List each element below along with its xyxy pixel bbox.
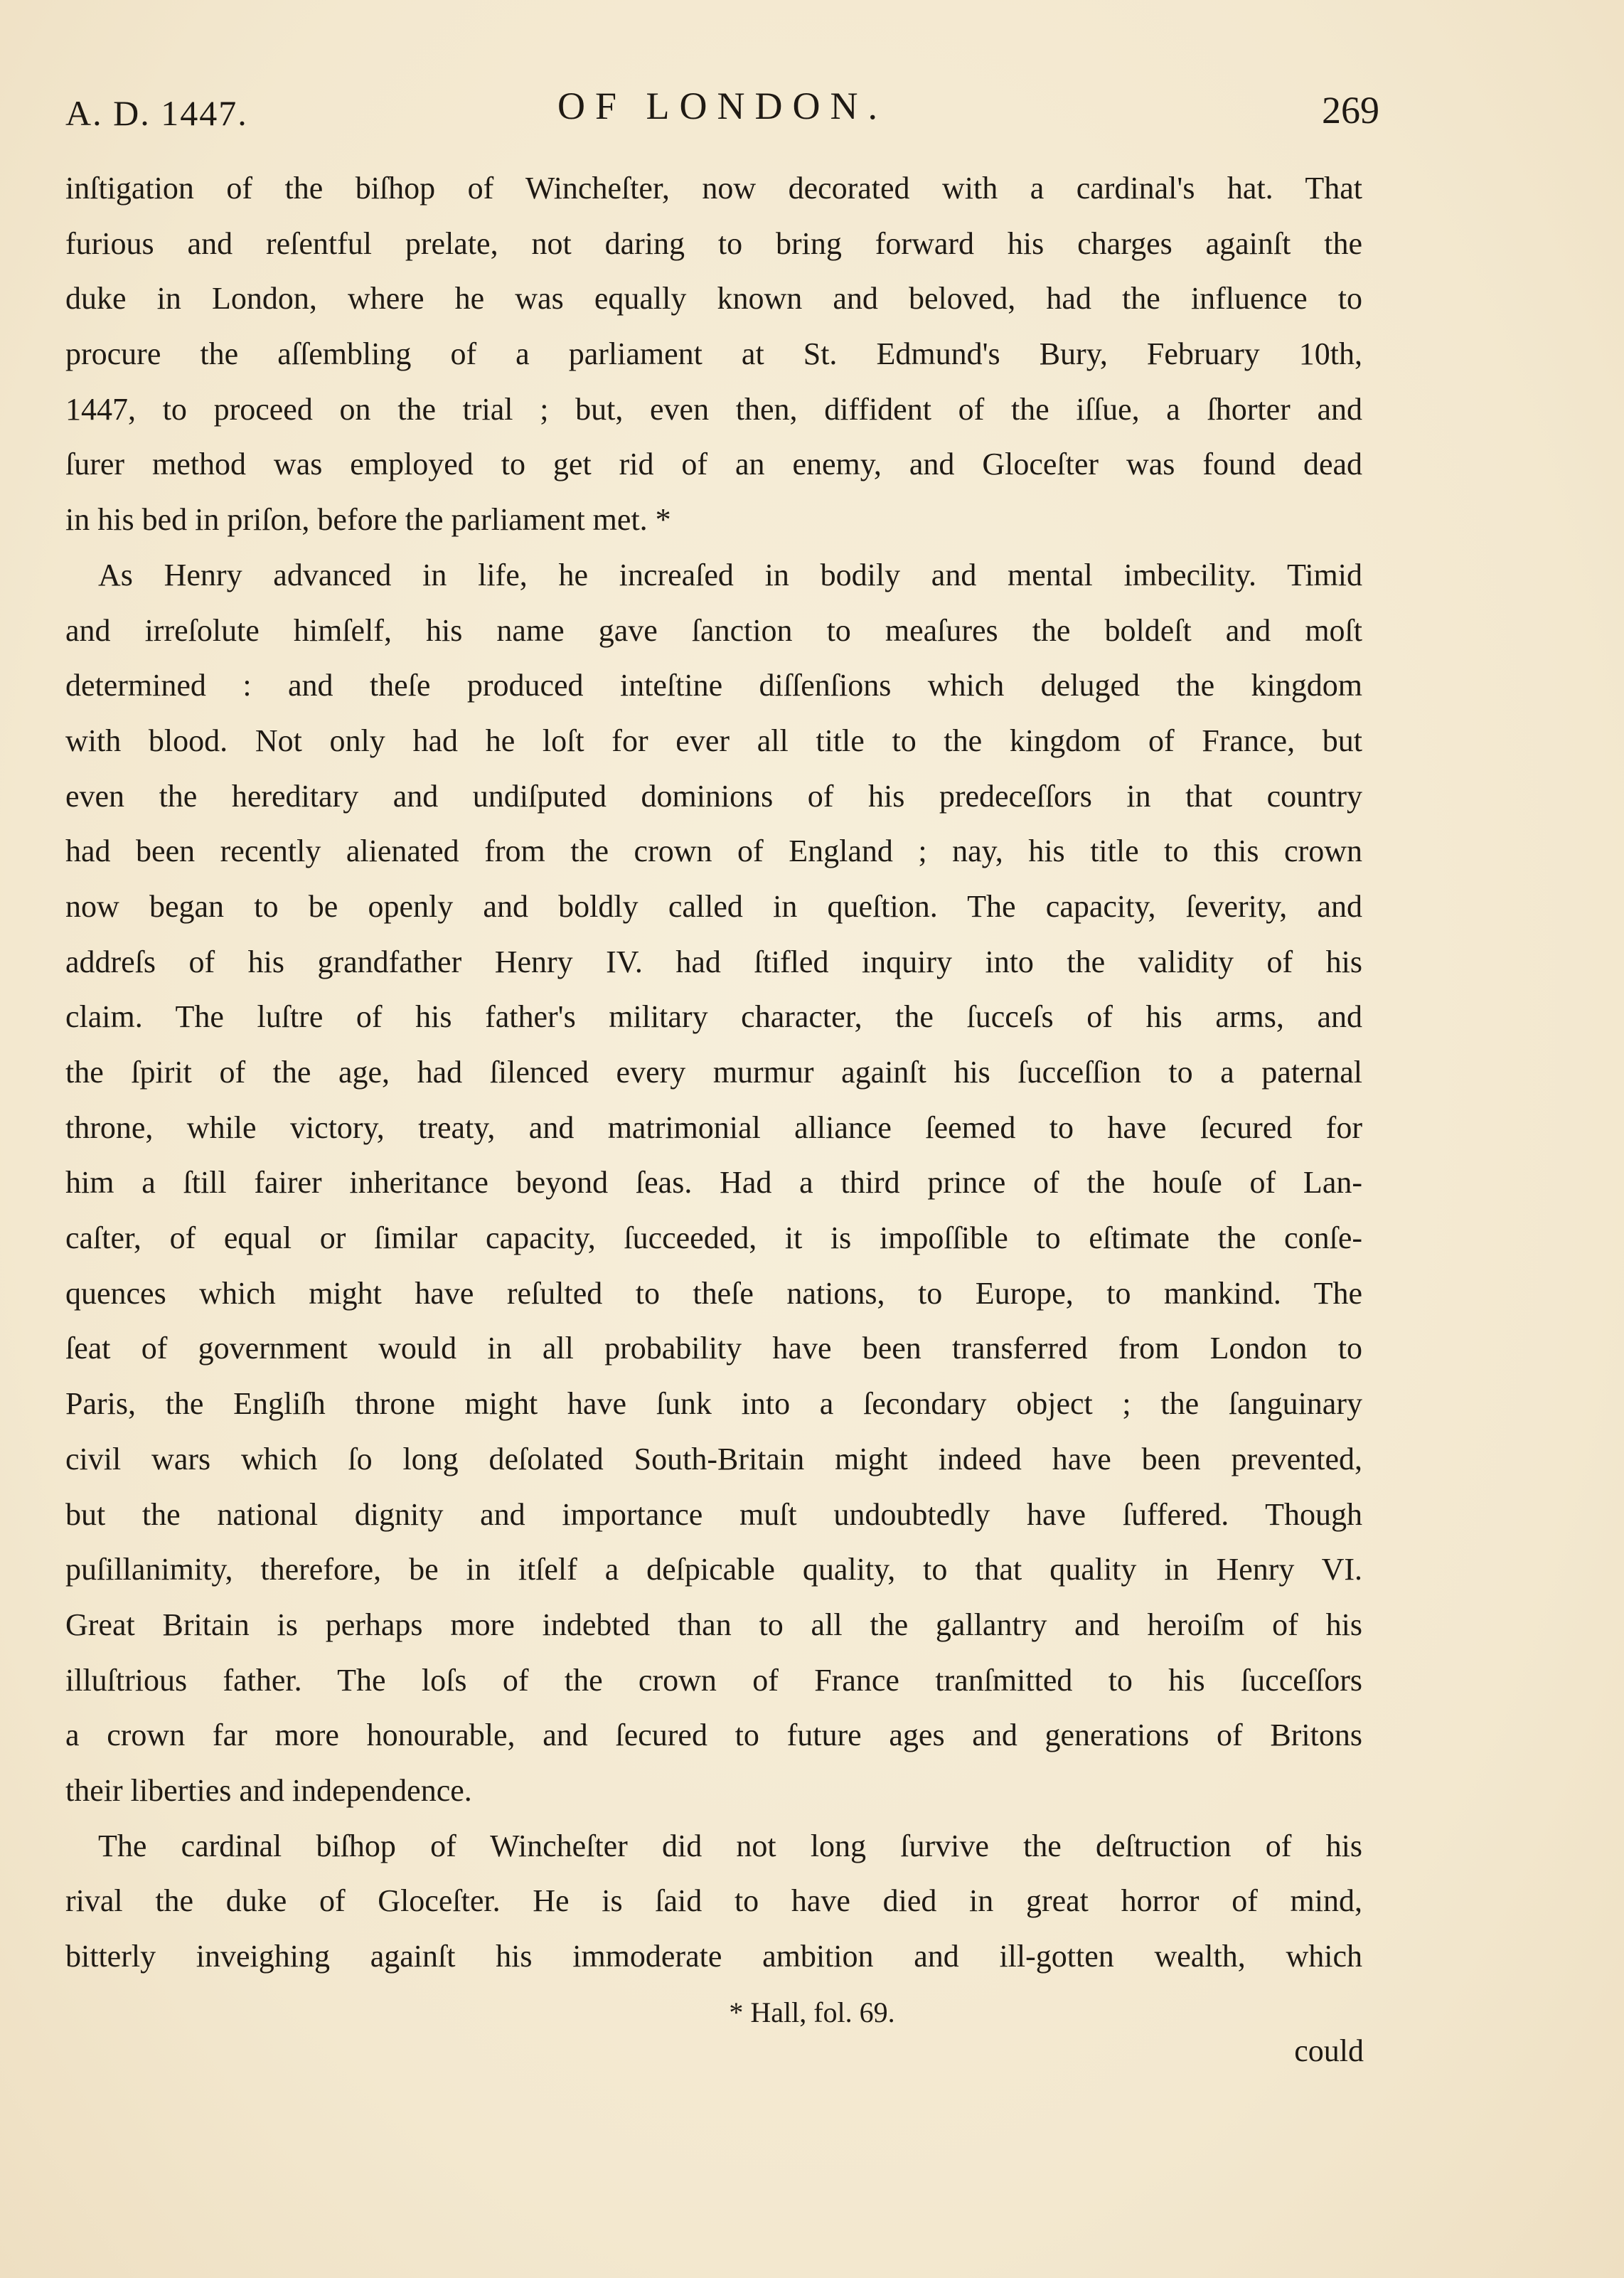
text-line: determined : and theſe produced inteſtine diſſenſions which deluged the kingdom <box>65 668 1362 703</box>
text-line: furious and reſentful prelate, not daring to bring forward his charges againſt the <box>65 225 1362 261</box>
text-line: The cardinal biſhop of Wincheſter did not long ſurvive the deſtruction of his <box>98 1828 1362 1863</box>
text-line: even the hereditary and undiſputed dominions of his predeceſſors in that country <box>65 778 1362 814</box>
text-line: bitterly inveighing againſt his immoderate ambition and ill-gotten wealth, which <box>65 1939 1362 1974</box>
text-line: duke in London, where he was equally known and beloved, had the influence to <box>65 281 1362 316</box>
text-line: and irreſolute himſelf, his name gave ſanction to meaſures the boldeſt and moſt <box>65 612 1362 648</box>
text-line: claim. The luſtre of his father's military character, the ſucceſs of his arms, and <box>65 999 1362 1035</box>
text-line: Great Britain is perhaps more indebted than to all the gallantry and heroiſm of his <box>65 1607 1362 1642</box>
text-line: ſurer method was employed to get rid of an enemy, and Gloceſter was found dead <box>65 447 1362 482</box>
text-line: addreſs of his grandfather Henry IV. had ſtifled inquiry into the validity of his <box>65 944 1362 979</box>
text-line: their liberties and independence. <box>65 1772 472 1808</box>
text-line: rival the duke of Gloceſter. He is ſaid to have died in great horror of mind, <box>65 1883 1362 1919</box>
text-line: 1447, to proceed on the trial ; but, even then, diffident of the iſſue, a ſhorter and <box>65 391 1362 427</box>
header-title: OF LONDON. <box>557 85 887 127</box>
text-line: him a ſtill fairer inheritance beyond ſeas. Had a third prince of the houſe of Lan- <box>65 1165 1362 1201</box>
text-line: caſter, of equal or ſimilar capacity, ſucceeded, it is impoſſible to eſtimate the conſe- <box>65 1220 1362 1256</box>
text-line: procure the aſſembling of a parliament at St. Edmund's Bury, February 10th, <box>65 336 1362 372</box>
text-line: but the national dignity and importance muſt undoubtedly have ſuffered. Though <box>65 1496 1362 1532</box>
text-line: in his bed in priſon, before the parliament met. * <box>65 502 671 538</box>
header-date: A. D. 1447. <box>65 93 248 133</box>
catchword: could <box>1294 2033 1364 2068</box>
text-line: civil wars which ſo long deſolated South-Britain might indeed have been prevented, <box>65 1441 1362 1476</box>
text-line: quences which might have reſulted to theſe nations, to Europe, to mankind. The <box>65 1275 1362 1311</box>
body-text <box>65 161 1362 1984</box>
text-line: Paris, the Engliſh throne might have ſunk into a ſecondary object ; the ſanguinary <box>65 1386 1362 1422</box>
page-number: 269 <box>1322 89 1379 132</box>
text-line: As Henry advanced in life, he increaſed in bodily and mental imbecility. Timid <box>98 557 1362 592</box>
text-line: now began to be openly and boldly called in queſtion. The capacity, ſeverity, and <box>65 888 1362 924</box>
running-header <box>65 84 1379 148</box>
footnote: * Hall, fol. 69. <box>729 1996 895 2028</box>
text-line: illuſtrious father. The loſs of the crown of France tranſmitted to his ſucceſſors <box>65 1662 1362 1698</box>
text-line: puſillanimity, therefore, be in itſelf a deſpicable quality, to that quality in Henry VI. <box>65 1552 1362 1587</box>
text-line: had been recently alienated from the crown of England ; nay, his title to this crown <box>65 834 1362 869</box>
text-line: a crown far more honourable, and ſecured to future ages and generations of Britons <box>65 1718 1362 1753</box>
text-line: inſtigation of the biſhop of Wincheſter, now decorated with a cardinal's hat. That <box>65 171 1362 206</box>
text-line: with blood. Not only had he loſt for ever all title to the kingdom of France, but <box>65 723 1362 758</box>
text-line: ſeat of government would in all probability have been transferred from London to <box>65 1331 1362 1366</box>
text-line: throne, while victory, treaty, and matrimonial alliance ſeemed to have ſecured for <box>65 1109 1362 1145</box>
text-line: the ſpirit of the age, had ſilenced every murmur againſt his ſucceſſion to a paternal <box>65 1055 1362 1090</box>
